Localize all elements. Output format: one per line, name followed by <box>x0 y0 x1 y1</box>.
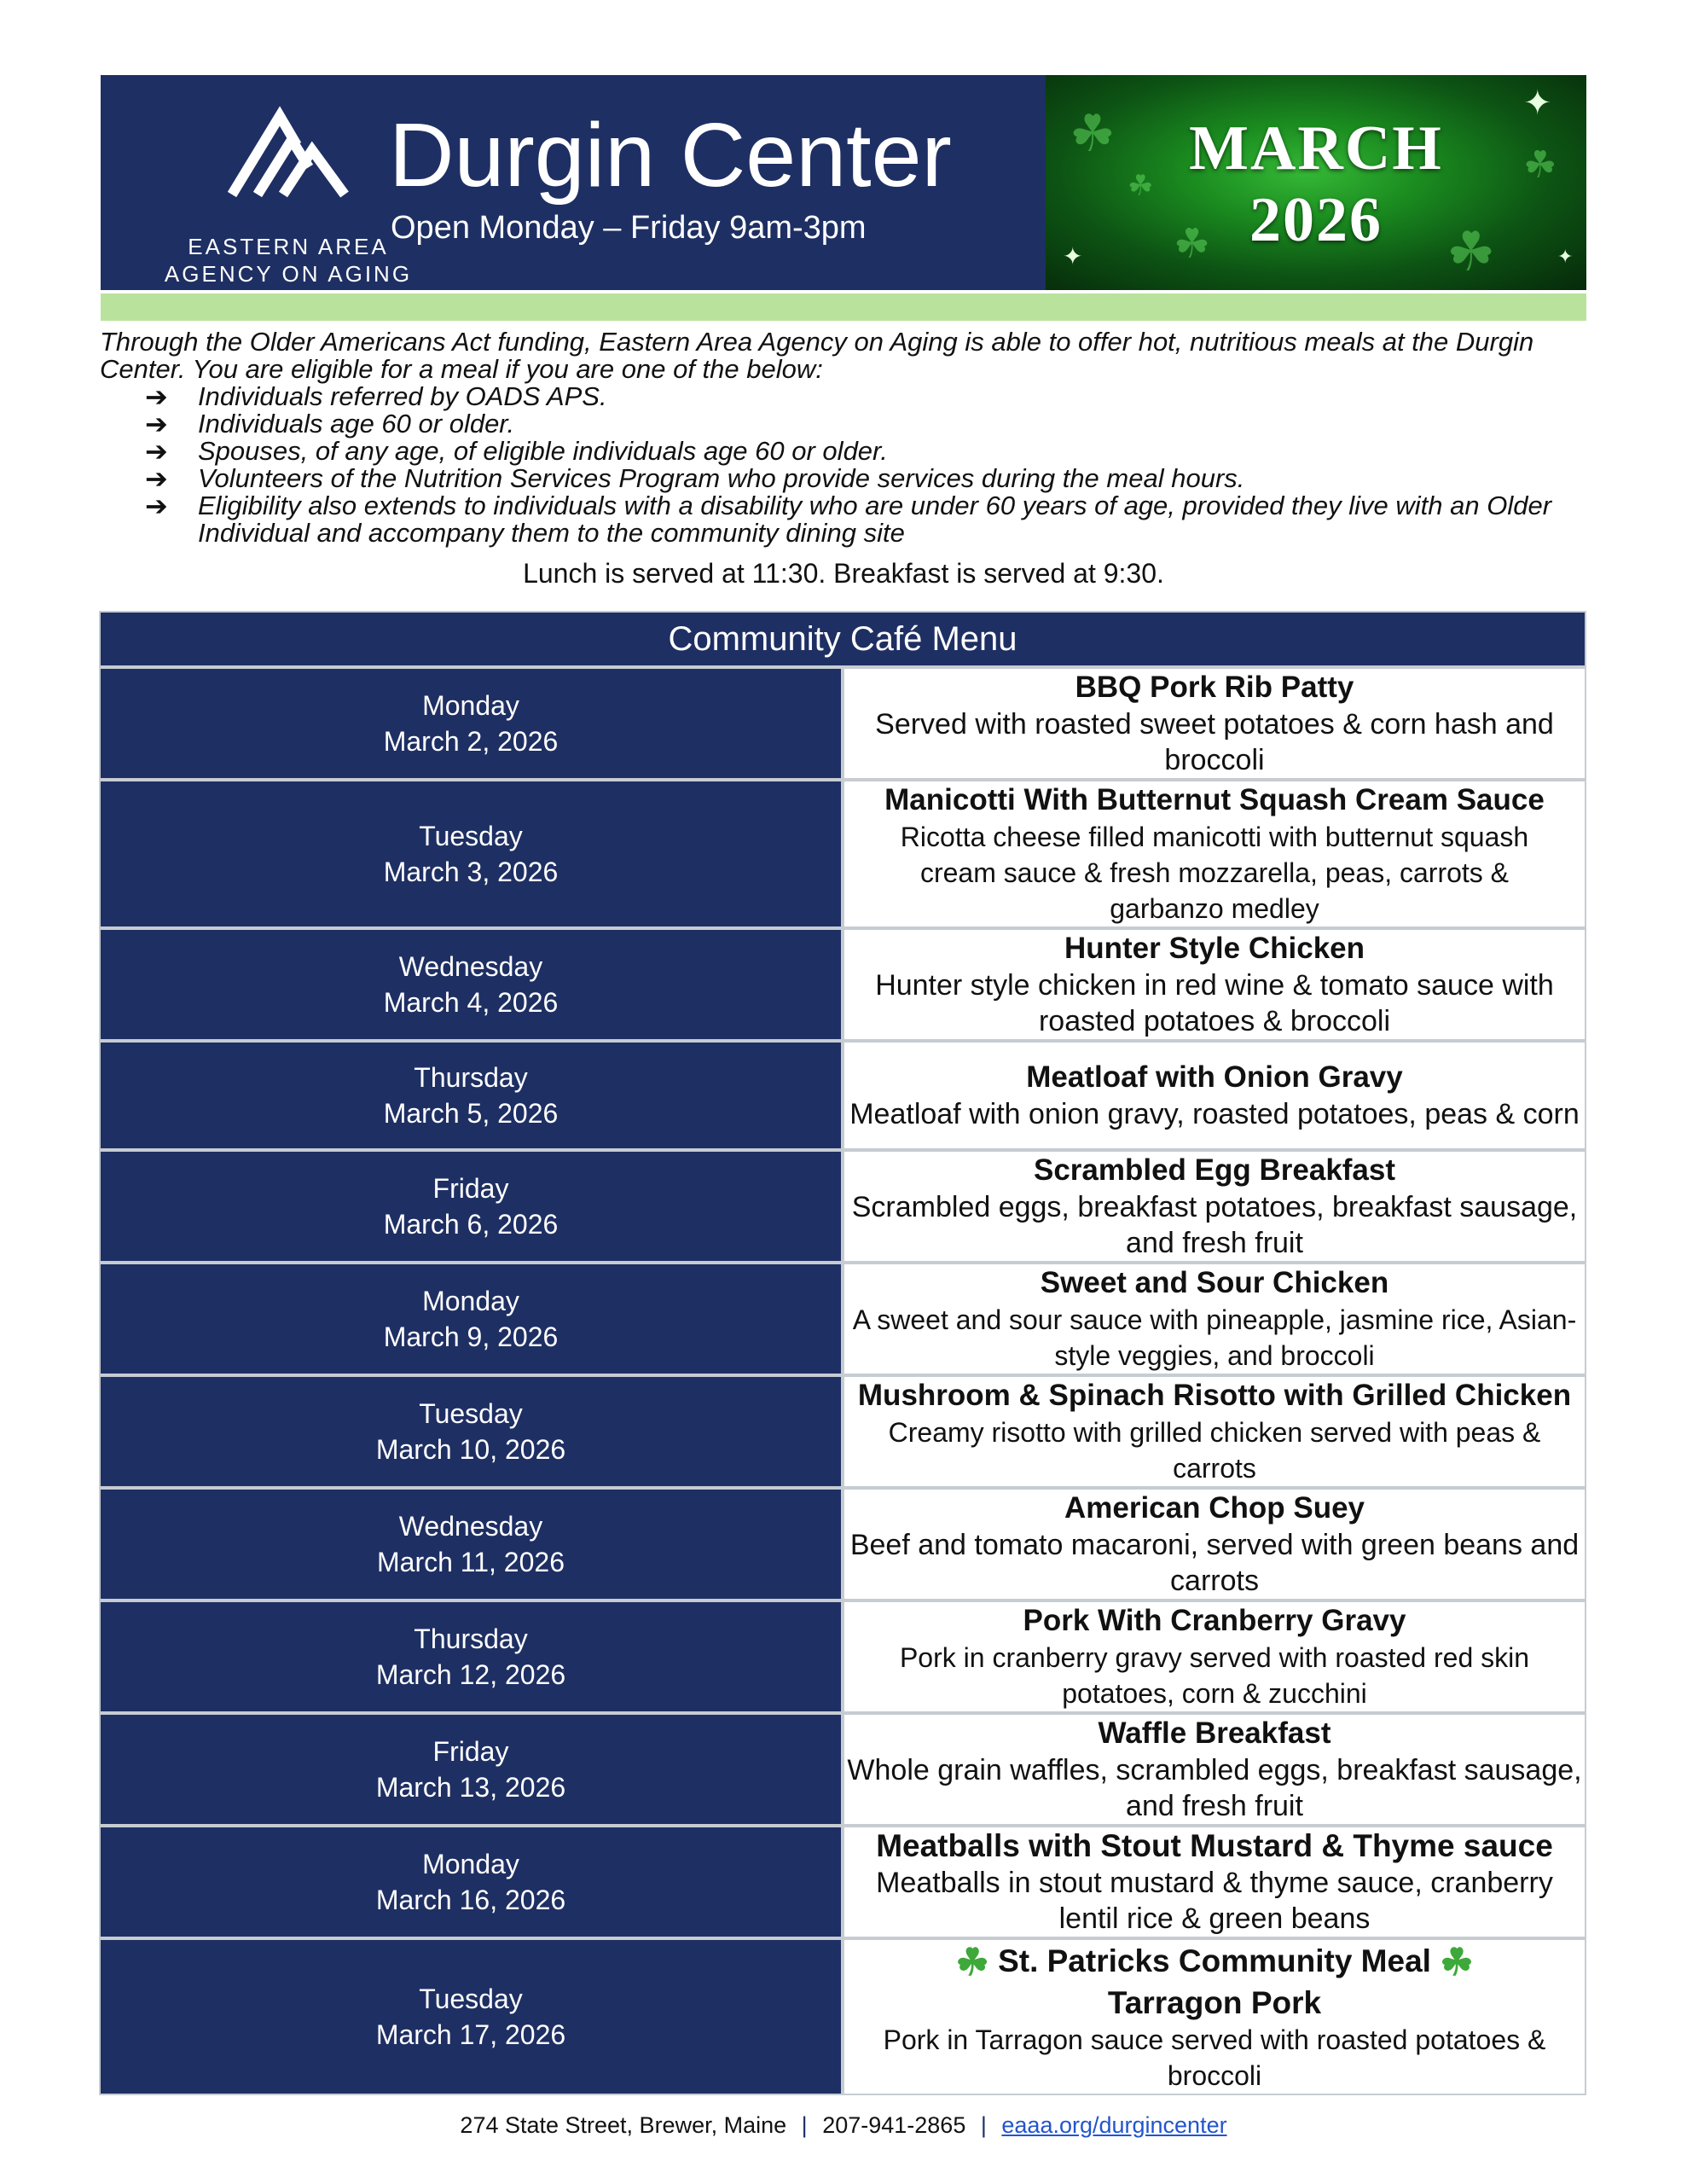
menu-table <box>99 611 1586 2095</box>
date-cell <box>100 1041 843 1150</box>
weekday: Monday <box>422 1849 519 1879</box>
meal-cell <box>843 1938 1586 2094</box>
meal-description: Hunter style chicken in red wine & tomato sauce with roasted potatoes & broccoli <box>875 969 1554 1037</box>
menu-title: Community Café Menu <box>100 612 1586 667</box>
list-item <box>145 383 1595 410</box>
weekday: Monday <box>422 1286 519 1316</box>
arrow-right-icon: ➔ <box>145 491 168 521</box>
weekday: Tuesday <box>419 1984 523 2014</box>
special-event-title <box>844 1940 1585 1984</box>
month-banner <box>1046 75 1586 290</box>
list-item <box>145 410 1595 438</box>
meal-description: Served with roasted sweet potatoes & corn hash and broccoli <box>875 708 1554 776</box>
meal-date: March 2, 2026 <box>383 726 559 757</box>
meal-description: A sweet and sour sauce with pineapple, jasmine rice, Asian-style veggies, and broccoli <box>852 1304 1577 1371</box>
arrow-right-icon: ➔ <box>145 463 168 494</box>
date-cell <box>100 1826 843 1938</box>
meal-date: March 17, 2026 <box>375 2019 566 2050</box>
meal-name: Pork With Cranberry Gravy <box>1023 1604 1406 1637</box>
table-row <box>100 1600 1586 1713</box>
eligibility-intro: Through the Older Americans Act funding, Eastern Area Agency on Aging is able to offer hot, nutritious meals at the Durgin Center. You are eligible for a meal if you are one of the below: <box>100 327 1534 384</box>
table-row <box>100 1488 1586 1600</box>
table-row <box>100 1826 1586 1938</box>
table-row <box>100 667 1586 780</box>
table-row <box>100 780 1586 928</box>
weekday: Thursday <box>414 1623 528 1654</box>
date-cell <box>100 1600 843 1713</box>
meal-name: Scrambled Egg Breakfast <box>1033 1153 1396 1187</box>
meal-description: Creamy risotto with grilled chicken served with peas & carrots <box>888 1417 1541 1484</box>
meal-description: Whole grain waffles, scrambled eggs, breakfast sausage, and fresh fruit <box>847 1754 1582 1822</box>
meal-cell <box>843 1150 1586 1263</box>
logo-text-line2: AGENCY ON AGING <box>164 261 413 287</box>
eligibility-list <box>145 383 1595 547</box>
shamrock-decoration-icon: ☘ <box>1174 222 1211 267</box>
meal-description: Pork in cranberry gravy served with roasted red skin potatoes, corn & zucchini <box>899 1642 1530 1709</box>
list-item <box>145 492 1595 547</box>
date-cell <box>100 780 843 928</box>
list-item <box>145 438 1595 465</box>
address: 274 State Street, Brewer, Maine <box>460 2112 787 2138</box>
shamrock-decoration-icon: ☘ <box>1523 144 1557 186</box>
weekday: Tuesday <box>419 1398 523 1429</box>
meal-description: Pork in Tarragon sauce served with roasted potatoes & broccoli <box>883 2024 1546 2091</box>
table-row <box>100 1263 1586 1375</box>
eligibility-item: Spouses, of any age, of eligible individuals age 60 or older. <box>198 436 888 466</box>
meal-name: Hunter Style Chicken <box>1064 932 1365 965</box>
arrow-right-icon: ➔ <box>145 436 168 467</box>
meal-cell <box>843 667 1586 780</box>
meal-name: Tarragon Pork <box>1107 1985 1322 2020</box>
agency-logo <box>160 97 416 287</box>
date-cell <box>100 1375 843 1488</box>
month-label: MARCH <box>1189 113 1443 183</box>
date-cell <box>100 1488 843 1600</box>
meal-cell <box>843 928 1586 1041</box>
page-header <box>101 75 1586 290</box>
meal-name: American Chop Suey <box>1064 1491 1365 1525</box>
date-cell <box>100 667 843 780</box>
shamrock-decoration-icon: ☘ <box>1446 221 1496 282</box>
shamrock-icon: ☘ <box>955 1942 989 1984</box>
date-cell <box>100 1263 843 1375</box>
separator: | <box>980 2112 987 2138</box>
shamrock-decoration-icon: ☘ <box>1128 170 1154 202</box>
meal-cell <box>843 780 1586 928</box>
weekday: Friday <box>432 1736 509 1767</box>
table-row <box>100 928 1586 1041</box>
page-title: Durgin Center <box>389 105 952 206</box>
meal-description: Meatballs in stout mustard & thyme sauce, cranberry lentil rice & green beans <box>876 1867 1553 1935</box>
meal-name: Manicotti With Butternut Squash Cream Sauce <box>884 783 1545 816</box>
meal-cell <box>843 1375 1586 1488</box>
sparkle-icon: ✦ <box>1063 243 1083 270</box>
meal-date: March 16, 2026 <box>375 1885 566 1915</box>
date-cell <box>100 1150 843 1263</box>
meal-cell <box>843 1263 1586 1375</box>
accent-divider <box>101 293 1586 321</box>
table-row <box>100 1150 1586 1263</box>
eligibility-item: Individuals age 60 or older. <box>198 409 515 439</box>
meal-description: Ricotta cheese filled manicotti with butternut squash cream sauce & fresh mozzarella, peas, carrots & garbanzo medley <box>900 822 1529 924</box>
meal-name: Waffle Breakfast <box>1098 1716 1331 1750</box>
meal-date: March 10, 2026 <box>375 1434 566 1465</box>
meal-description: Scrambled eggs, breakfast potatoes, breakfast sausage, and fresh fruit <box>851 1191 1578 1259</box>
meal-cell <box>843 1488 1586 1600</box>
weekday: Thursday <box>414 1062 528 1093</box>
website-link[interactable]: eaaa.org/durgincenter <box>1001 2112 1227 2138</box>
eligibility-item: Individuals referred by OADS APS. <box>198 381 607 411</box>
meal-date: March 9, 2026 <box>383 1321 559 1352</box>
meal-date: March 12, 2026 <box>375 1659 566 1690</box>
meal-name: Sweet and Sour Chicken <box>1040 1266 1389 1299</box>
meal-cell <box>843 1713 1586 1826</box>
sparkle-icon: ✦ <box>1523 84 1552 122</box>
date-cell <box>100 928 843 1041</box>
meal-name: Mushroom & Spinach Risotto with Grilled Chicken <box>857 1379 1572 1412</box>
table-row <box>100 1938 1586 2094</box>
page-footer <box>0 2112 1687 2139</box>
opening-hours: Open Monday – Friday 9am-3pm <box>391 210 867 246</box>
logo-text-line1: EASTERN AREA <box>188 234 389 259</box>
meal-date: March 3, 2026 <box>383 857 559 887</box>
meal-name: Meatballs with Stout Mustard & Thyme sauce <box>876 1828 1553 1863</box>
meal-date: March 5, 2026 <box>383 1098 559 1129</box>
arrow-right-icon: ➔ <box>145 381 168 412</box>
meal-date: March 6, 2026 <box>383 1209 559 1240</box>
meal-cell <box>843 1826 1586 1938</box>
meal-cell <box>843 1600 1586 1713</box>
meal-name: BBQ Pork Rib Patty <box>1075 671 1354 704</box>
table-row <box>100 1041 1586 1150</box>
year-label: 2026 <box>1249 185 1383 255</box>
date-cell <box>100 1713 843 1826</box>
table-row <box>100 1375 1586 1488</box>
weekday: Wednesday <box>398 951 543 982</box>
weekday: Tuesday <box>419 821 523 851</box>
eligibility-item: Eligibility also extends to individuals with a disability who are under 60 years of age, provided they live with an Older Individual and accompany them to the community dining site <box>198 491 1552 548</box>
meal-date: March 4, 2026 <box>383 987 559 1018</box>
meal-description: Meatloaf with onion gravy, roasted potatoes, peas & corn <box>849 1098 1580 1130</box>
weekday: Friday <box>432 1173 509 1204</box>
shamrock-decoration-icon: ☘ <box>1070 105 1116 162</box>
meal-name: Meatloaf with Onion Gravy <box>1026 1060 1403 1094</box>
separator: | <box>801 2112 808 2138</box>
phone-number: 207-941-2865 <box>822 2112 966 2138</box>
weekday: Monday <box>422 690 519 721</box>
weekday: Wednesday <box>398 1511 543 1542</box>
special-event-name: St. Patricks Community Meal <box>998 1943 1431 1978</box>
shamrock-icon: ☘ <box>1440 1942 1474 1984</box>
meal-cell <box>843 1041 1586 1150</box>
list-item <box>145 465 1595 492</box>
meal-times: Lunch is served at 11:30. Breakfast is served at 9:30. <box>523 558 1164 589</box>
meal-date: March 11, 2026 <box>377 1547 565 1577</box>
meal-description: Beef and tomato macaroni, served with green beans and carrots <box>849 1529 1580 1597</box>
mountain-logo-icon <box>227 97 350 200</box>
date-cell <box>100 1938 843 2094</box>
sparkle-icon: ✦ <box>1557 246 1574 267</box>
arrow-right-icon: ➔ <box>145 409 168 439</box>
table-row <box>100 1713 1586 1826</box>
meal-date: March 13, 2026 <box>375 1772 566 1803</box>
eligibility-item: Volunteers of the Nutrition Services Program who provide services during the meal hours. <box>198 463 1245 493</box>
